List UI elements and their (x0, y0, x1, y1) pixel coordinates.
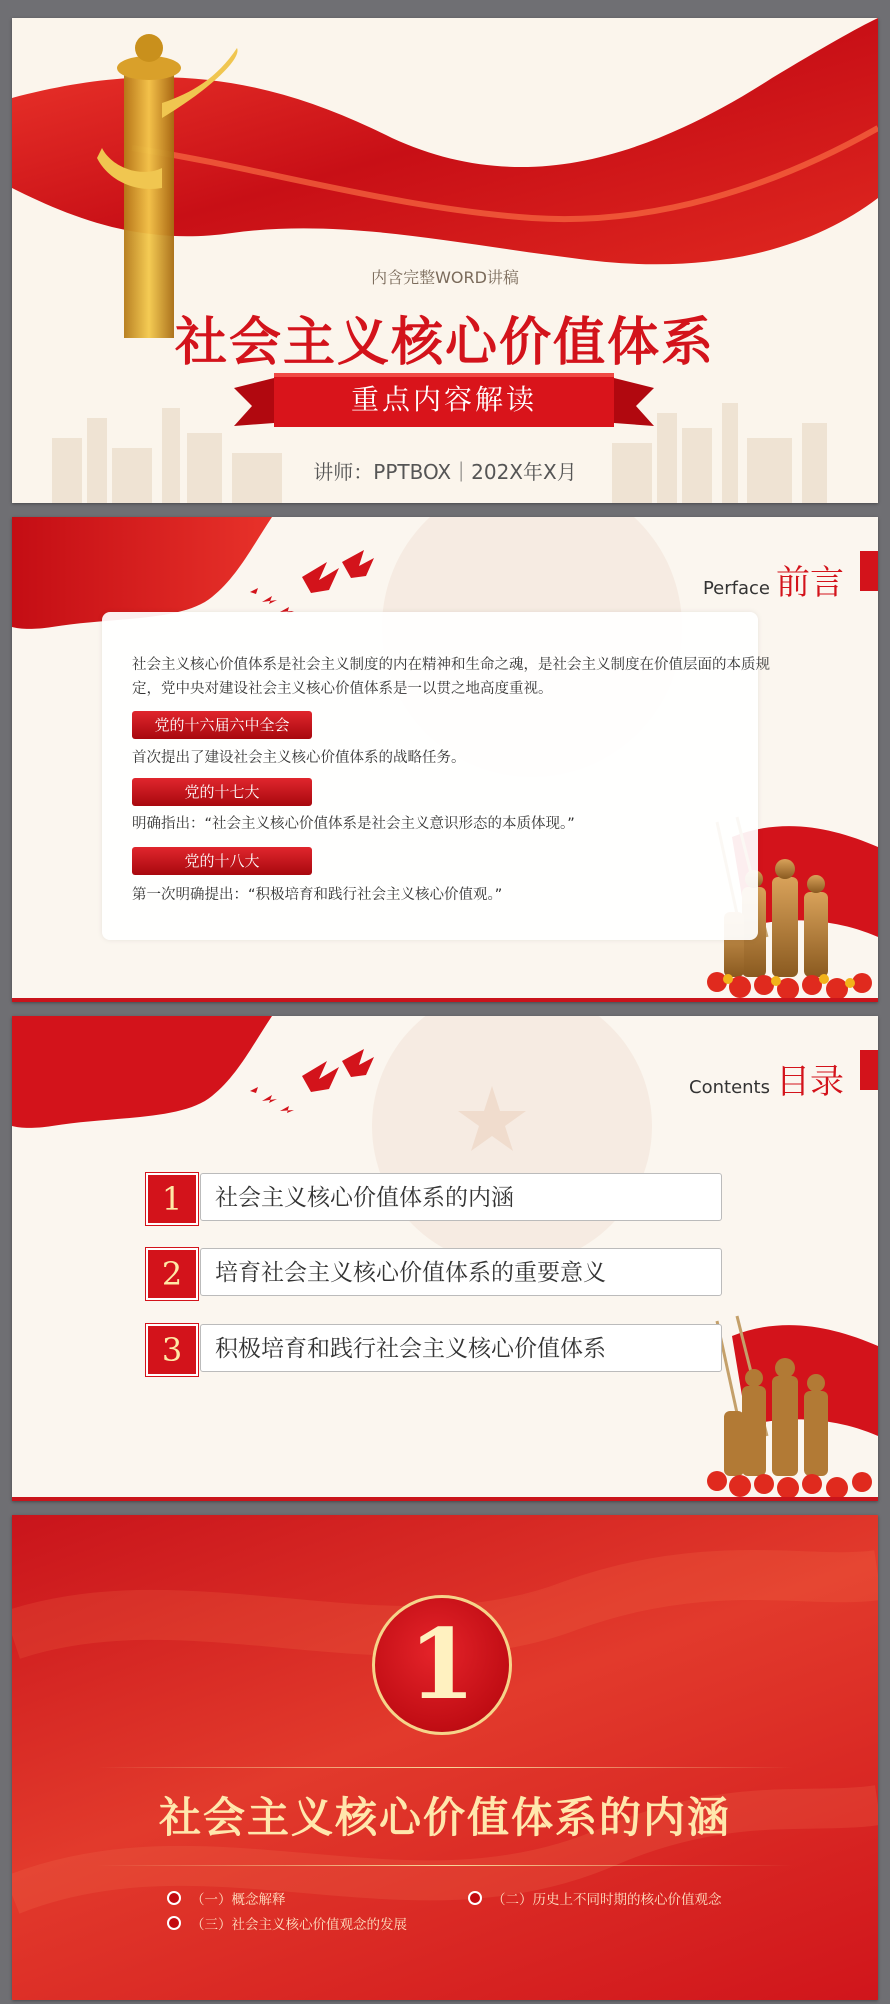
subsection-item[interactable] (468, 1888, 722, 1908)
bullet-dot-icon (468, 1891, 482, 1905)
heading-accent-bar (860, 1050, 878, 1090)
preface-heading (703, 555, 844, 604)
milestone-tag: 党的十六届六中全会 (132, 711, 312, 739)
subsection-label: （一）概念解释 (191, 1892, 286, 1908)
bottom-red-line (12, 1497, 878, 1501)
toc-number: 1 (146, 1173, 198, 1225)
cover-slide[interactable] (12, 18, 878, 503)
subsection-label: （三）社会主义核心价值观念的发展 (191, 1917, 407, 1933)
cover-title: 社会主义核心价值体系 (174, 312, 715, 373)
word-script-note: 内含完整WORD讲稿 (371, 268, 519, 287)
cover-ribbon-text: 重点内容解读 (350, 383, 537, 416)
contents-slide[interactable] (12, 1016, 878, 1501)
heading-zh: 目录 (776, 1062, 844, 1102)
heading-en: Perface (702, 578, 770, 599)
emblem-watermark (372, 1016, 652, 1266)
bullet-dot-icon (167, 1916, 181, 1930)
milestone-desc: 明确指出：“社会主义核心价值体系是社会主义意识形态的本质体现。” (132, 816, 575, 832)
milestone-tag: 党的十八大 (132, 847, 312, 875)
toc-item[interactable]: 积极培育和践行社会主义核心价值体系 (200, 1324, 722, 1372)
corner-red-flag (12, 1016, 272, 1128)
divider-bottom (97, 1865, 793, 1866)
milestone-desc: 第一次明确提出：“积极培育和践行社会主义核心价值观。” (132, 887, 503, 903)
cover-background-art (12, 18, 878, 503)
divider-top (97, 1767, 793, 1768)
section-number-badge: 1 (372, 1595, 512, 1735)
heading-zh: 前言 (776, 563, 844, 603)
subsection-item[interactable] (167, 1913, 407, 1933)
doves-icon (250, 550, 374, 614)
bottom-red-line (12, 998, 878, 1002)
preface-intro: 社会主义核心价值体系是社会主义制度的内在精神和生命之魂，是社会主义制度在价值层面的本质规定，党中央对建设社会主义核心价值体系是一以贯之地高度重视。 (132, 657, 770, 697)
toc-number: 2 (146, 1248, 198, 1300)
toc-number: 3 (146, 1324, 198, 1376)
lecturer-line: 讲师：PPTBOX｜202X年X月 (313, 460, 577, 484)
section-one-slide[interactable] (12, 1515, 878, 2000)
milestone-desc: 首次提出了建设社会主义核心价值体系的战略任务。 (132, 750, 466, 766)
heading-accent-bar (860, 551, 878, 591)
bullet-dot-icon (167, 1891, 181, 1905)
subsection-item[interactable] (167, 1888, 286, 1908)
contents-heading (689, 1054, 844, 1103)
toc-item[interactable]: 社会主义核心价值体系的内涵 (200, 1173, 722, 1221)
preface-slide[interactable] (12, 517, 878, 1002)
subsection-label: （二）历史上不同时期的核心价值观念 (492, 1892, 722, 1908)
section-title: 社会主义核心价值体系的内涵 (158, 1793, 731, 1842)
milestone-tag: 党的十七大 (132, 778, 312, 806)
doves-icon (250, 1049, 374, 1113)
section-background-art (12, 1515, 878, 2000)
heading-en: Contents (689, 1077, 770, 1098)
toc-item[interactable]: 培育社会主义核心价值体系的重要意义 (200, 1248, 722, 1296)
